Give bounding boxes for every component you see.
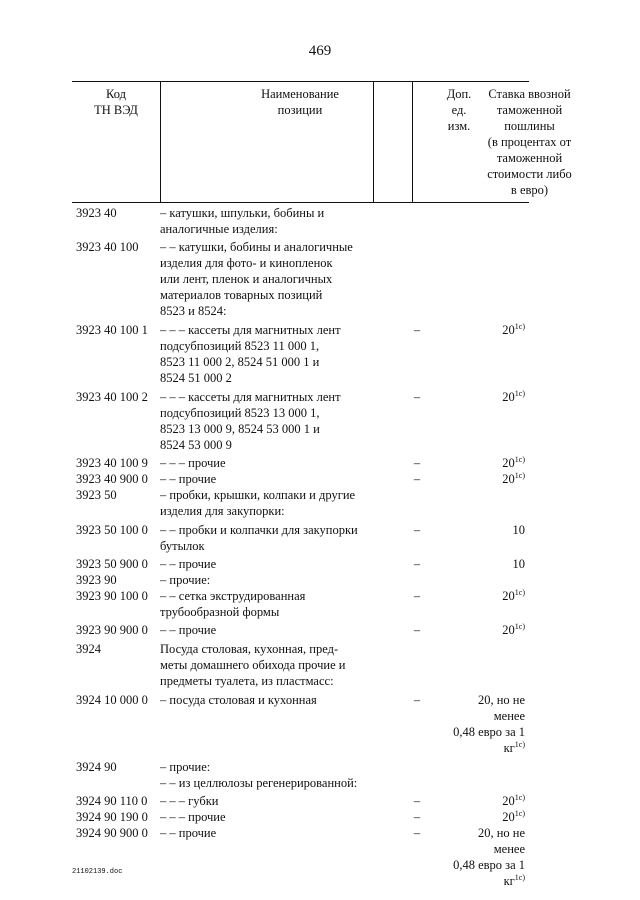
row-rate — [452, 471, 529, 487]
rate-footnote: 1с) — [514, 809, 525, 818]
row-description: – – прочие — [160, 557, 217, 571]
rate-value: 20, но не менее 0,48 евро за 1 кг — [453, 826, 525, 888]
row-code: 3924 90 190 0 — [76, 810, 148, 824]
table-row — [72, 205, 529, 237]
table-row — [72, 825, 529, 889]
rate-value: 20 — [502, 472, 515, 486]
rate-value: 10 — [512, 523, 525, 537]
row-description: – – – прочие — [160, 456, 226, 470]
row-rate — [452, 239, 529, 319]
row-rate — [452, 322, 529, 386]
row-description: – прочие: — [160, 573, 211, 587]
table-row — [72, 793, 529, 809]
row-unit — [382, 641, 452, 689]
row-description: – – пробки и колпачки для закупорки бутылок — [160, 523, 358, 553]
table-row — [72, 809, 529, 825]
row-rate — [452, 588, 529, 620]
row-description: – – прочие — [160, 623, 217, 637]
row-rate — [452, 389, 529, 453]
row-code: 3924 — [76, 642, 101, 656]
row-unit: – — [413, 810, 421, 824]
header-rate: Ставка ввозной таможенной пошлины (в процентах от таможенной стоимости либо в евро) — [487, 87, 572, 197]
rate-value: 20 — [502, 623, 515, 637]
row-description: – – прочие — [160, 826, 217, 840]
row-unit: – — [413, 589, 421, 603]
header-name: Наименование позиции — [261, 87, 339, 117]
row-code: 3923 40 100 — [76, 240, 139, 254]
table-row — [72, 322, 529, 386]
table-body — [72, 205, 529, 889]
row-rate — [452, 759, 529, 791]
rate-footnote: 1с) — [514, 322, 525, 331]
table-row — [72, 556, 529, 572]
row-code: 3924 90 900 0 — [76, 826, 148, 840]
table-row — [72, 455, 529, 471]
row-rate — [452, 793, 529, 809]
rate-footnote: 1с) — [514, 740, 525, 749]
row-unit: – — [413, 557, 421, 571]
rate-value: 10 — [512, 557, 525, 571]
row-unit: – — [413, 456, 421, 470]
row-description: – – – кассеты для магнитных лент подсубпозиций 8523 11 000 1, 8523 11 000 2, 8524 51 000 1 и 8524 51 000 2 — [160, 323, 341, 385]
rate-value: 20 — [502, 456, 515, 470]
table-row — [72, 641, 529, 689]
rate-value: 20 — [502, 390, 515, 404]
row-description: – посуда столовая и кухонная — [160, 693, 317, 707]
row-rate — [452, 455, 529, 471]
row-description: – – – губки — [160, 794, 219, 808]
row-rate — [452, 622, 529, 638]
row-description: – – – кассеты для магнитных лент подсубпозиций 8523 13 000 1, 8523 13 000 9, 8524 53 000 1 и 8524 53 000 9 — [160, 390, 341, 452]
row-unit — [382, 572, 452, 588]
header-bottom-rule — [72, 202, 529, 203]
row-code: 3924 10 000 0 — [76, 693, 148, 707]
rate-footnote: 1с) — [514, 588, 525, 597]
rate-footnote: 1с) — [514, 873, 525, 882]
row-code: 3923 40 — [76, 206, 117, 220]
row-unit — [382, 759, 452, 791]
rate-footnote: 1с) — [514, 471, 525, 480]
row-description: – – прочие — [160, 472, 217, 486]
row-code: 3923 90 — [76, 573, 117, 587]
row-rate — [452, 487, 529, 519]
row-unit: – — [413, 623, 421, 637]
row-description: – пробки, крышки, колпаки и другие изделия для закупорки: — [160, 488, 356, 518]
header-divider — [412, 82, 413, 202]
row-unit: – — [413, 472, 421, 486]
header-unit: Доп. ед. изм. — [446, 87, 472, 133]
table-header — [72, 83, 572, 202]
footer-filename: 21102139.doc — [72, 868, 123, 876]
row-code: 3924 90 110 0 — [76, 794, 148, 808]
rate-footnote: 1с) — [514, 622, 525, 631]
row-rate — [452, 692, 529, 756]
table-row — [72, 389, 529, 453]
table-top-rule — [72, 81, 529, 82]
row-unit: – — [413, 323, 421, 337]
rate-value: 20 — [502, 810, 515, 824]
table-row — [72, 622, 529, 638]
row-rate — [452, 572, 529, 588]
rate-footnote: 1с) — [514, 455, 525, 464]
row-description: – – катушки, бобины и аналогичные изделия для фото- и кинопленок или лент, пленок и аналогичных материалов товарных позиций 8523 и 8524: — [160, 240, 353, 318]
rate-value: 20, но не менее 0,48 евро за 1 кг — [453, 693, 525, 755]
rate-value: 20 — [502, 323, 515, 337]
row-unit: – — [413, 826, 421, 840]
row-code: 3923 40 900 0 — [76, 472, 148, 486]
row-code: 3923 40 100 2 — [76, 390, 148, 404]
row-unit — [382, 487, 452, 519]
rate-value: 20 — [502, 589, 515, 603]
row-unit — [382, 239, 452, 319]
rate-value: 20 — [502, 794, 515, 808]
row-code: 3923 50 100 0 — [76, 523, 148, 537]
row-description: – катушки, шпульки, бобины и аналогичные изделия: — [160, 206, 325, 236]
header-divider — [373, 82, 374, 202]
row-unit: – — [413, 523, 421, 537]
row-code: 3923 90 900 0 — [76, 623, 148, 637]
row-rate — [452, 205, 529, 237]
row-rate — [452, 522, 529, 554]
header-code: Код ТН ВЭД — [94, 87, 138, 117]
row-unit: – — [413, 390, 421, 404]
row-unit — [382, 205, 452, 237]
row-code: 3923 50 — [76, 488, 117, 502]
row-unit: – — [413, 794, 421, 808]
row-description: – – – прочие — [160, 810, 226, 824]
row-code: 3923 40 100 9 — [76, 456, 148, 470]
table-row — [72, 759, 529, 791]
row-rate — [452, 641, 529, 689]
table-row — [72, 239, 529, 319]
page-number: 469 — [308, 43, 332, 59]
row-rate — [452, 809, 529, 825]
row-rate — [452, 556, 529, 572]
table-row — [72, 572, 529, 588]
row-code: 3923 40 100 1 — [76, 323, 148, 337]
table-row — [72, 588, 529, 620]
row-unit: – — [413, 693, 421, 707]
table-row — [72, 471, 529, 487]
table-row — [72, 692, 529, 756]
row-code: 3923 90 100 0 — [76, 589, 148, 603]
row-description: Посуда столовая, кухонная, пред- меты домашнего обихода прочие и предметы туалета, из пластмасс: — [160, 642, 346, 688]
row-code: 3923 50 900 0 — [76, 557, 148, 571]
rate-footnote: 1с) — [514, 793, 525, 802]
rate-footnote: 1с) — [514, 389, 525, 398]
table-row — [72, 487, 529, 519]
row-rate — [452, 825, 529, 889]
row-code: 3924 90 — [76, 760, 117, 774]
row-description: – прочие: – – из целлюлозы регенерированной: — [160, 760, 358, 790]
row-description: – – сетка экструдированная трубообразной формы — [160, 589, 306, 619]
header-divider — [160, 82, 161, 202]
table-row — [72, 522, 529, 554]
